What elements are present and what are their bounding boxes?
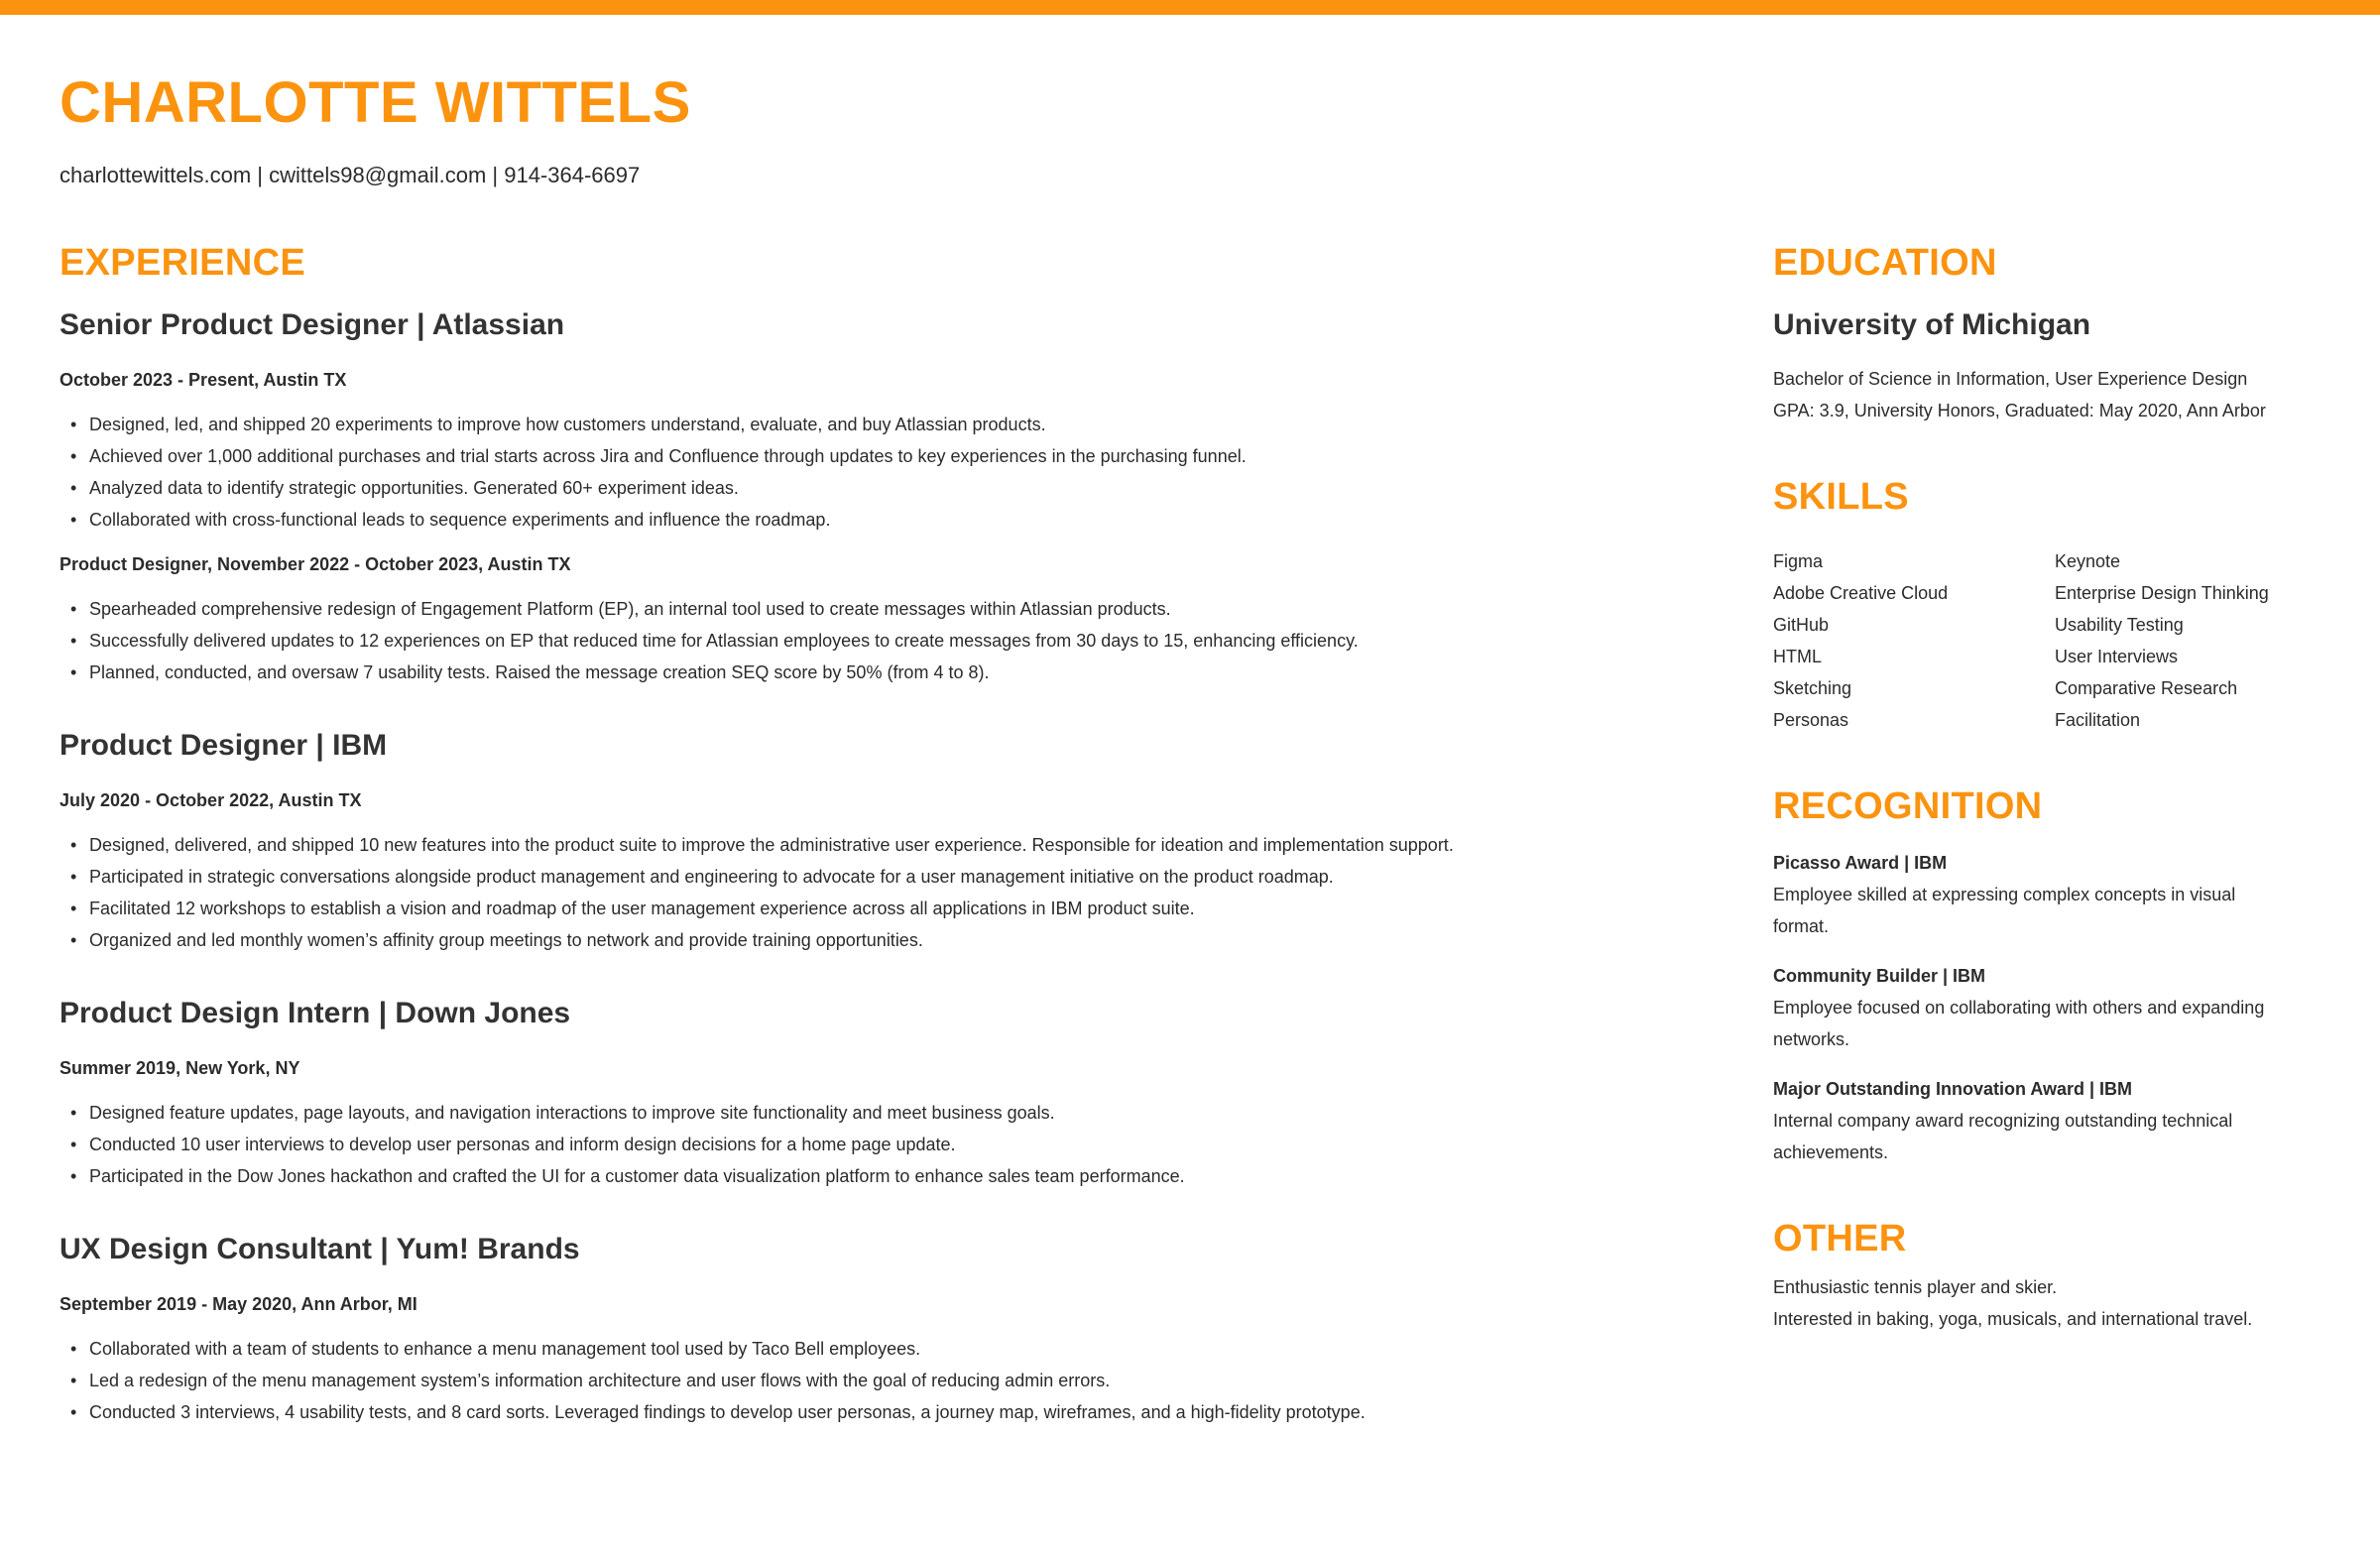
experience-heading: EXPERIENCE	[60, 242, 305, 284]
award-description: Employee skilled at expressing complex concepts in visual	[1773, 885, 2236, 904]
award-description: networks.	[1773, 1029, 1850, 1049]
job-dow-jones	[60, 994, 1686, 1192]
education-heading: EDUCATION	[1773, 242, 1997, 284]
skill-item: Sketching	[1773, 678, 1852, 698]
list-item: • Spearheaded comprehensive redesign of Engagement Platform (EP), an internal tool used to create messages within Atlassian products.	[60, 593, 1686, 625]
list-item: • Conducted 10 user interviews to develop user personas and inform design decisions for a home page update.	[60, 1129, 1686, 1160]
skill-item: User Interviews	[2055, 647, 2179, 666]
list-item: • Successfully delivered updates to 12 experiences on EP that reduced time for Atlassian employees to create messages from 30 days to 15, enhancing efficiency.	[60, 625, 1686, 657]
contact-info: charlottewittels.com | cwittels98@gmail.com | 914-364-6697	[60, 163, 641, 187]
sub-role-bullets	[60, 593, 1686, 688]
skills-heading: SKILLS	[1773, 476, 1909, 518]
award-title: Community Builder | IBM	[1773, 966, 1986, 986]
skills-list	[1773, 545, 2328, 736]
award-title: Picasso Award | IBM	[1773, 853, 1948, 873]
side-column	[1773, 234, 2328, 1335]
skill-item: GitHub	[1773, 615, 1830, 635]
list-item: • Achieved over 1,000 additional purchases and trial starts across Jira and Confluence through updates to key experiences in the purchasing funnel.	[60, 440, 1686, 472]
award-description: format.	[1773, 916, 1830, 936]
job-atlassian	[60, 305, 1686, 688]
award-item	[1773, 847, 2328, 942]
sub-role-date: Product Designer, November 2022 - October 2023, Austin TX	[60, 554, 571, 574]
job-date: October 2023 - Present, Austin TX	[60, 370, 347, 390]
top-accent-bar	[0, 0, 2380, 15]
list-item: • Organized and led monthly women’s affinity group meetings to network and provide training opportunities.	[60, 924, 1686, 956]
award-description: achievements.	[1773, 1142, 1889, 1162]
award-description: Internal company award recognizing outstanding technical	[1773, 1111, 2233, 1131]
job-date: Summer 2019, New York, NY	[60, 1058, 300, 1078]
resume-header	[60, 67, 2320, 190]
list-item: • Analyzed data to identify strategic opportunities. Generated 60+ experiment ideas.	[60, 472, 1686, 504]
recognition-heading: RECOGNITION	[1773, 785, 2043, 827]
award-item	[1773, 960, 2328, 1055]
job-title: Product Designer | IBM	[60, 729, 388, 762]
main-column	[60, 234, 1686, 1428]
job-date: September 2019 - May 2020, Ann Arbor, MI	[60, 1294, 417, 1314]
job-bullets	[60, 1097, 1686, 1192]
list-item: • Collaborated with cross-functional leads to sequence experiments and influence the roadmap.	[60, 504, 1686, 536]
job-bullets	[60, 1333, 1686, 1428]
skill-item: Usability Testing	[2055, 615, 2184, 635]
other-heading: OTHER	[1773, 1218, 1907, 1259]
skill-item: Adobe Creative Cloud	[1773, 583, 1949, 603]
skill-item: Keynote	[2055, 551, 2121, 571]
job-bullets	[60, 409, 1686, 536]
school-name: University of Michigan	[1773, 308, 2091, 341]
skill-item: HTML	[1773, 647, 1822, 666]
list-item: • Participated in strategic conversations alongside product management and engineering to advocate for a user management initiative on the product roadmap.	[60, 861, 1686, 893]
job-ibm	[60, 726, 1686, 956]
list-item: • Designed, delivered, and shipped 10 new features into the product suite to improve the administrative user experience. Responsible for ideation and implementation support.	[60, 829, 1686, 861]
job-title: UX Design Consultant | Yum! Brands	[60, 1233, 580, 1265]
skill-item: Enterprise Design Thinking	[2055, 583, 2269, 603]
list-item: • Designed, led, and shipped 20 experiments to improve how customers understand, evaluate, and buy Atlassian products.	[60, 409, 1686, 440]
list-item: • Facilitated 12 workshops to establish a vision and roadmap of the user management experience across all applications in IBM product suite.	[60, 893, 1686, 924]
job-date: July 2020 - October 2022, Austin TX	[60, 790, 362, 810]
education-details: GPA: 3.9, University Honors, Graduated: May 2020, Ann Arbor	[1773, 401, 2266, 420]
job-title: Senior Product Designer | Atlassian	[60, 308, 565, 341]
skill-item: Comparative Research	[2055, 678, 2238, 698]
skill-item: Facilitation	[2055, 710, 2141, 730]
list-item: • Led a redesign of the menu management system’s information architecture and user flows with the goal of reducing admin errors.	[60, 1365, 1686, 1396]
skill-item: Personas	[1773, 710, 1849, 730]
list-item: • Conducted 3 interviews, 4 usability tests, and 8 card sorts. Leveraged findings to develop user personas, a journey map, wireframes, and a high-fidelity prototype.	[60, 1396, 1686, 1428]
award-title: Major Outstanding Innovation Award | IBM	[1773, 1079, 2133, 1099]
job-bullets	[60, 829, 1686, 956]
job-title: Product Design Intern | Down Jones	[60, 997, 571, 1029]
skill-item: Figma	[1773, 551, 1824, 571]
candidate-name: CHARLOTTE WITTELS	[60, 70, 691, 135]
award-item	[1773, 1073, 2328, 1168]
list-item: • Collaborated with a team of students to enhance a menu management tool used by Taco Bell employees.	[60, 1333, 1686, 1365]
list-item: • Participated in the Dow Jones hackathon and crafted the UI for a customer data visualization platform to enhance sales team performance.	[60, 1160, 1686, 1192]
other-line: Interested in baking, yoga, musicals, and international travel.	[1773, 1309, 2253, 1329]
list-item: • Planned, conducted, and oversaw 7 usability tests. Raised the message creation SEQ score by 50% (from 4 to 8).	[60, 657, 1686, 688]
award-description: Employee focused on collaborating with others and expanding	[1773, 998, 2265, 1018]
job-yum-brands	[60, 1230, 1686, 1428]
other-line: Enthusiastic tennis player and skier.	[1773, 1277, 2058, 1297]
list-item: • Designed feature updates, page layouts, and navigation interactions to improve site functionality and meet business goals.	[60, 1097, 1686, 1129]
degree: Bachelor of Science in Information, User Experience Design	[1773, 369, 2248, 389]
